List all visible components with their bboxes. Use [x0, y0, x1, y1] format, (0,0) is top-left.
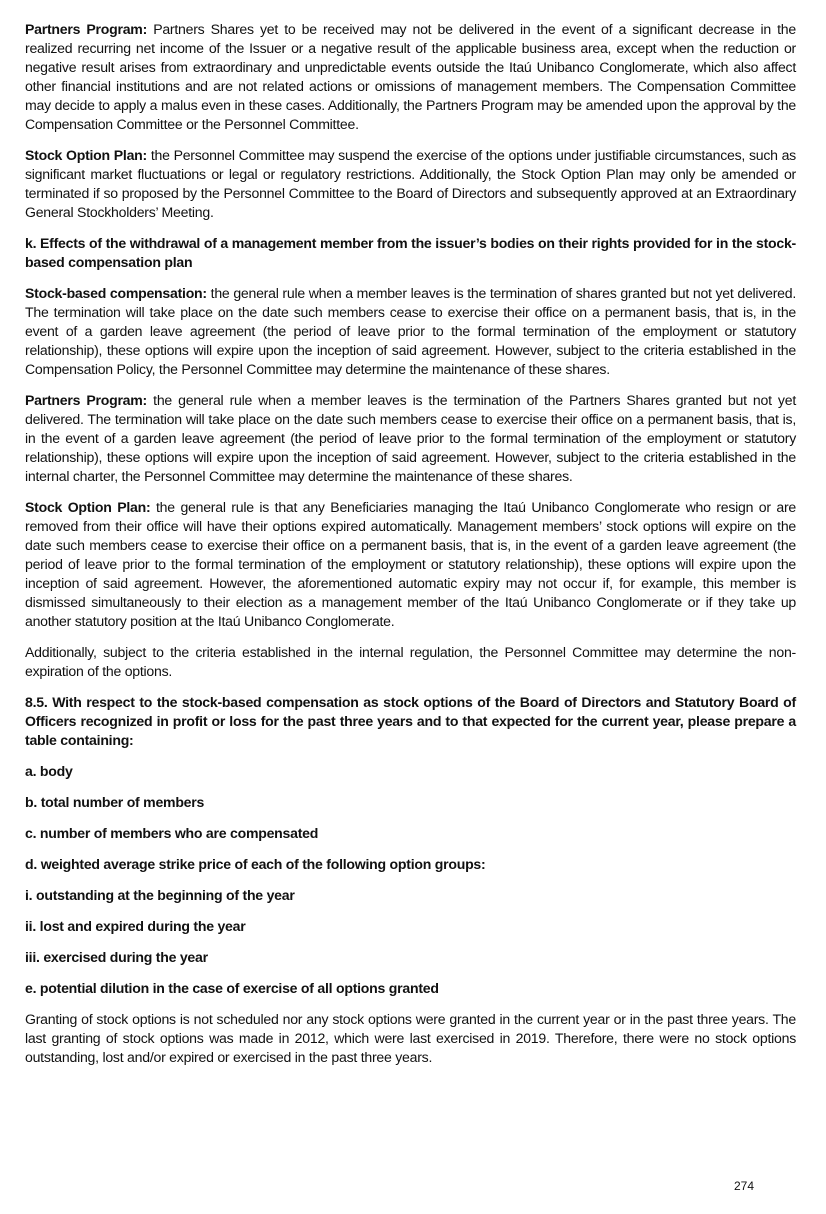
- paragraph-stock-option-plan-suspend: [25, 146, 796, 222]
- paragraph-text: the general rule when a member leaves is the termination of shares granted but not yet delivered. The termination will take place on the date such members cease to exercise their office on a permanent basis, that is, in the event of a garden leave agreement (the period of leave prior to the formal termination of the employment or statutory relationship), these options will expire upon the inception of said agreement. However, subject to the criteria established in the Compensation Policy, the Personnel Committee may determine the maintenance of these shares.: [25, 285, 796, 377]
- paragraph-lead: Partners Program:: [25, 392, 147, 408]
- paragraph-partners-program-withdrawal: [25, 391, 796, 486]
- paragraph-text: Partners Shares yet to be received may not be delivered in the event of a significant decrease in the realized recurring net income of the Issuer or a negative result of the applicable business area, except when the reduction or negative result arises from extraordinary and unpredictable events outside the Itaú Unibanco Conglomerate, which also affect other financial institutions and are not related actions or omissions of management members. The Compensation Committee may decide to apply a malus even in these cases. Additionally, the Partners Program may be amended upon the approval by the Compensation Committee or the Personnel Committee.: [25, 21, 796, 132]
- list-item: d. weighted average strike price of each of the following option groups:: [25, 856, 486, 872]
- paragraph-text: the Personnel Committee may suspend the exercise of the options under justifiable circumstances, such as significant market fluctuations or legal or regulatory restrictions. Additionally, the Stock Option Plan may only be amended or terminated if so proposed by the Personnel Committee to the Board of Directors and subsequently approved at an Extraordinary General Stockholders’ Meeting.: [25, 147, 796, 220]
- paragraph-text: Additionally, subject to the criteria established in the internal regulation, the Personnel Committee may determine the non-expiration of the options.: [25, 644, 796, 679]
- paragraph-lead: Partners Program:: [25, 21, 148, 37]
- paragraph-lead: Stock Option Plan:: [25, 147, 147, 163]
- list-item: c. number of members who are compensated: [25, 825, 319, 841]
- list-item: b. total number of members: [25, 794, 205, 810]
- paragraph-stock-based-compensation: [25, 284, 796, 379]
- document-page: [25, 20, 796, 1079]
- page-number: 274: [734, 1179, 755, 1193]
- list-item: i. outstanding at the beginning of the year: [25, 887, 295, 903]
- paragraph-closing: Granting of stock options is not scheduled nor any stock options were granted in the current year or in the past three years. The last granting of stock options was made in 2012, which were last exercised in 2019. Therefore, there were no stock options outstanding, lost and/or expired or exercised in the past three years.: [25, 1011, 796, 1065]
- paragraph-lead: Stock Option Plan:: [25, 499, 151, 515]
- paragraph-stock-option-plan-withdrawal: [25, 498, 796, 631]
- list-item: iii. exercised during the year: [25, 949, 208, 965]
- paragraph-lead: Stock-based compensation:: [25, 285, 207, 301]
- paragraph-partners-program-malus: [25, 20, 796, 134]
- paragraph-additionally-non-expiration: [25, 643, 796, 681]
- section-heading-8-5: 8.5. With respect to the stock-based compensation as stock options of the Board of Directors and Statutory Board of Officers recognized in profit or loss for the past three years and to that expected for the current year, please prepare a table containing:: [25, 694, 796, 748]
- section-heading-k: k. Effects of the withdrawal of a management member from the issuer’s bodies on their rights provided for in the stock-based compensation plan: [25, 235, 796, 270]
- list-item: e. potential dilution in the case of exercise of all options granted: [25, 980, 439, 996]
- paragraph-text: the general rule when a member leaves is the termination of the Partners Shares granted but not yet delivered. The termination will take place on the date such members cease to exercise their office on a permanent basis, that is, in the event of a garden leave agreement (the period of leave prior to the formal termination of the employment or statutory relationship), these options will expire upon the inception of said agreement. However, subject to the criteria established in the internal charter, the Personnel Committee may determine the maintenance of these shares.: [25, 392, 796, 484]
- paragraph-text: the general rule is that any Beneficiaries managing the Itaú Unibanco Conglomerate who resign or are removed from their office will have their options expired automatically. Management members’ stock options will expire on the date such members cease to exercise their office on a permanent basis, that is, in the event of a garden leave agreement (the period of leave prior to the formal termination of the employment or statutory relationship), these options will expire upon the inception of said agreement. However, the aforementioned automatic expiry may not occur if, for example, this member is dismissed simultaneously to their election as a management member of the Itaú Unibanco Conglomerate or if they take up another statutory position at the Itaú Unibanco Conglomerate.: [25, 499, 796, 629]
- list-item: ii. lost and expired during the year: [25, 918, 246, 934]
- list-item: a. body: [25, 763, 73, 779]
